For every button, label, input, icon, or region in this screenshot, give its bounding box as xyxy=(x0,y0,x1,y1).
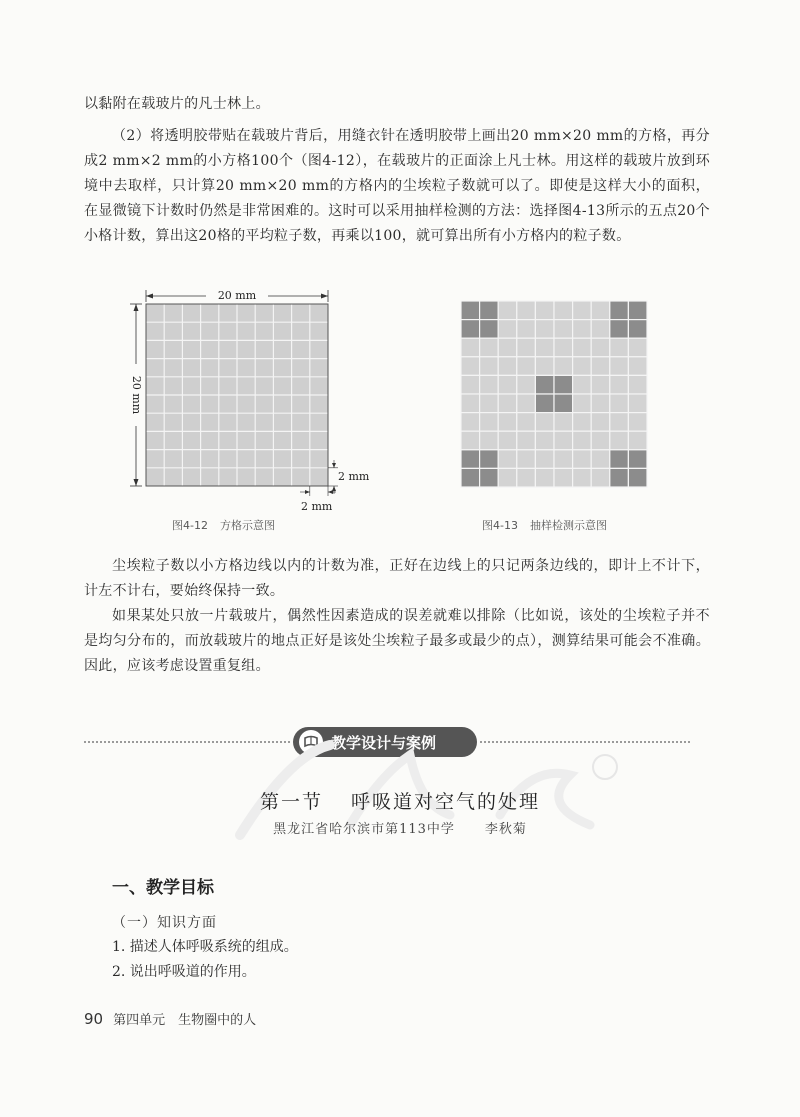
body-paragraph-4: 如果某处只放一片载玻片，偶然性因素造成的误差就难以排除（比如说，该处的尘埃粒子并不是均匀分布的，而放载玻片的地点正好是该处尘埃粒子最多或最少的点），测算结果可能会不准确。因此，应该考虑设置重复组。 xyxy=(84,608,710,674)
sample-cell xyxy=(610,450,629,469)
author-organization: 黑龙江省哈尔滨市第113中学 xyxy=(273,822,455,837)
grid-cell xyxy=(517,338,536,357)
grid-cell xyxy=(591,338,610,357)
cell-dimension-bottom-label: 2 mm xyxy=(301,500,333,513)
grid-cell xyxy=(628,357,647,376)
caption-number: 图4-12 xyxy=(172,519,208,532)
grid-cell xyxy=(498,320,517,339)
grid-cell xyxy=(573,450,592,469)
sample-cell xyxy=(610,468,629,487)
sample-cell xyxy=(480,301,499,320)
grid-cell xyxy=(628,413,647,432)
page-footer xyxy=(84,1009,256,1028)
grid-cell xyxy=(610,431,629,450)
grid-cell xyxy=(480,338,499,357)
grid-cell xyxy=(517,450,536,469)
grid-cell xyxy=(535,413,554,432)
grid-cell xyxy=(591,413,610,432)
list-item: 1. 描述人体呼吸系统的组成。 xyxy=(112,939,298,955)
grid-cell xyxy=(461,431,480,450)
grid-diagram xyxy=(126,284,386,524)
banner-label: 教学设计与案例 xyxy=(331,733,437,752)
grid-cell xyxy=(535,357,554,376)
section-title-text: 呼吸道对空气的处理 xyxy=(351,791,541,813)
sample-cell xyxy=(480,320,499,339)
grid-cell xyxy=(610,375,629,394)
grid-cell xyxy=(610,357,629,376)
caption-text: 抽样检测示意图 xyxy=(529,519,607,532)
grid-cell xyxy=(554,450,573,469)
grid-cell xyxy=(461,413,480,432)
grid-cell xyxy=(535,301,554,320)
sample-cell xyxy=(461,468,480,487)
figure-4-12-caption xyxy=(172,517,275,533)
grid-cell xyxy=(554,468,573,487)
body-paragraph-3: 尘埃粒子数以小方格边线以内的计数为准，正好在边线上的只记两条边线的，即计上不计下，计左不计右，要始终保持一致。 xyxy=(84,558,710,599)
grid-cell xyxy=(480,413,499,432)
figure-4-13-caption xyxy=(482,517,607,533)
sample-cell xyxy=(628,320,647,339)
grid-cell xyxy=(535,450,554,469)
section-title-number: 第一节 xyxy=(259,791,323,813)
grid-cell xyxy=(480,375,499,394)
grid-cell xyxy=(517,301,536,320)
author-line xyxy=(0,818,800,837)
grid-cell xyxy=(554,320,573,339)
sample-cell xyxy=(461,320,480,339)
grid-cell xyxy=(573,357,592,376)
grid-cell xyxy=(573,375,592,394)
subheading-knowledge: （一）知识方面 xyxy=(112,915,217,931)
grid-cell xyxy=(498,375,517,394)
grid-cell xyxy=(591,431,610,450)
grid-cell xyxy=(535,320,554,339)
grid-cell xyxy=(610,394,629,413)
grid-cell xyxy=(628,375,647,394)
grid-cell xyxy=(591,357,610,376)
grid-cell xyxy=(498,413,517,432)
sample-cell xyxy=(628,450,647,469)
grid-cell xyxy=(480,394,499,413)
grid-cell xyxy=(498,301,517,320)
side-dimension-label: 20 mm xyxy=(130,375,143,415)
grid-cell xyxy=(517,468,536,487)
grid-cell xyxy=(591,375,610,394)
grid-cell xyxy=(517,320,536,339)
list-item: 2. 说出呼吸道的作用。 xyxy=(112,964,256,980)
grid-cell xyxy=(535,338,554,357)
grid-cell xyxy=(461,375,480,394)
grid-cell xyxy=(591,394,610,413)
sample-cell xyxy=(461,301,480,320)
grid-cell xyxy=(554,413,573,432)
sample-cell xyxy=(480,468,499,487)
sample-cell xyxy=(480,450,499,469)
sample-cell xyxy=(610,301,629,320)
caption-text: 方格示意图 xyxy=(219,519,275,532)
grid-cell xyxy=(591,301,610,320)
grid-cell xyxy=(554,338,573,357)
grid-cell xyxy=(610,413,629,432)
grid-cell xyxy=(498,468,517,487)
grid-cell xyxy=(517,431,536,450)
grid-cell xyxy=(498,450,517,469)
grid-cell xyxy=(480,431,499,450)
grid-cell xyxy=(573,301,592,320)
grid-cell xyxy=(498,394,517,413)
grid-cell xyxy=(461,357,480,376)
body-paragraph-2: （2）将透明胶带贴在载玻片背后，用缝衣针在透明胶带上画出20 mm×20 mm的方格，再分成2 mm×2 mm的小方格100个（图4-12），在载玻片的正面涂上凡士林。用这样的载玻片放到环境中去取样，只计算20 mm×20 mm的方格内的尘埃粒子数就可以了。即使是这样大小的面积，在显微镜下计数时仍然是非常困难的。这时可以采用抽样检测的方法：选择图4-13所示的五点20个小格计数，算出这20格的平均粒子数，再乘以100，就可算出所有小方格内的粒子数。 xyxy=(84,128,710,244)
sample-cell xyxy=(628,301,647,320)
top-dimension-label: 20 mm xyxy=(217,289,257,302)
grid-cell xyxy=(517,375,536,394)
sample-cell xyxy=(535,375,554,394)
body-line-top: 以黏附在载玻片的凡士林上。 xyxy=(84,96,270,112)
sample-cell xyxy=(535,394,554,413)
grid-cell xyxy=(554,431,573,450)
grid-cell xyxy=(517,413,536,432)
author-name: 李秋菊 xyxy=(484,822,527,837)
sample-cell xyxy=(461,450,480,469)
grid-cell xyxy=(591,468,610,487)
grid-cell xyxy=(498,431,517,450)
grid-cell xyxy=(573,338,592,357)
sample-cell xyxy=(628,468,647,487)
page-number: 90 xyxy=(84,1010,104,1028)
grid-cell xyxy=(517,357,536,376)
sample-cell xyxy=(554,375,573,394)
grid-cell xyxy=(498,357,517,376)
grid-cell xyxy=(573,431,592,450)
footer-unit-title: 第四单元 生物圈中的人 xyxy=(113,1013,257,1028)
sample-cell xyxy=(610,320,629,339)
section-title xyxy=(0,787,800,814)
sampling-diagram xyxy=(460,300,650,490)
sample-cell xyxy=(554,394,573,413)
caption-number: 图4-13 xyxy=(482,519,518,532)
grid-cell xyxy=(628,338,647,357)
grid-cell xyxy=(461,338,480,357)
heading-teaching-goals: 一、教学目标 xyxy=(112,878,214,898)
figure-4-12 xyxy=(126,284,386,524)
grid-cell xyxy=(591,320,610,339)
grid-cell xyxy=(573,413,592,432)
grid-cell xyxy=(535,431,554,450)
figure-4-13 xyxy=(460,300,650,490)
grid-cell xyxy=(517,394,536,413)
grid-cell xyxy=(498,338,517,357)
grid-cell xyxy=(628,431,647,450)
grid-cell xyxy=(591,450,610,469)
grid-cell xyxy=(573,320,592,339)
grid-cell xyxy=(573,394,592,413)
cell-dimension-right-label: 2 mm xyxy=(338,470,370,483)
grid-cell xyxy=(554,357,573,376)
grid-cell xyxy=(480,357,499,376)
grid-cell xyxy=(535,468,554,487)
grid-cell xyxy=(628,394,647,413)
grid-cell xyxy=(554,301,573,320)
grid-cell xyxy=(573,468,592,487)
grid-cell xyxy=(461,394,480,413)
grid-cell xyxy=(610,338,629,357)
